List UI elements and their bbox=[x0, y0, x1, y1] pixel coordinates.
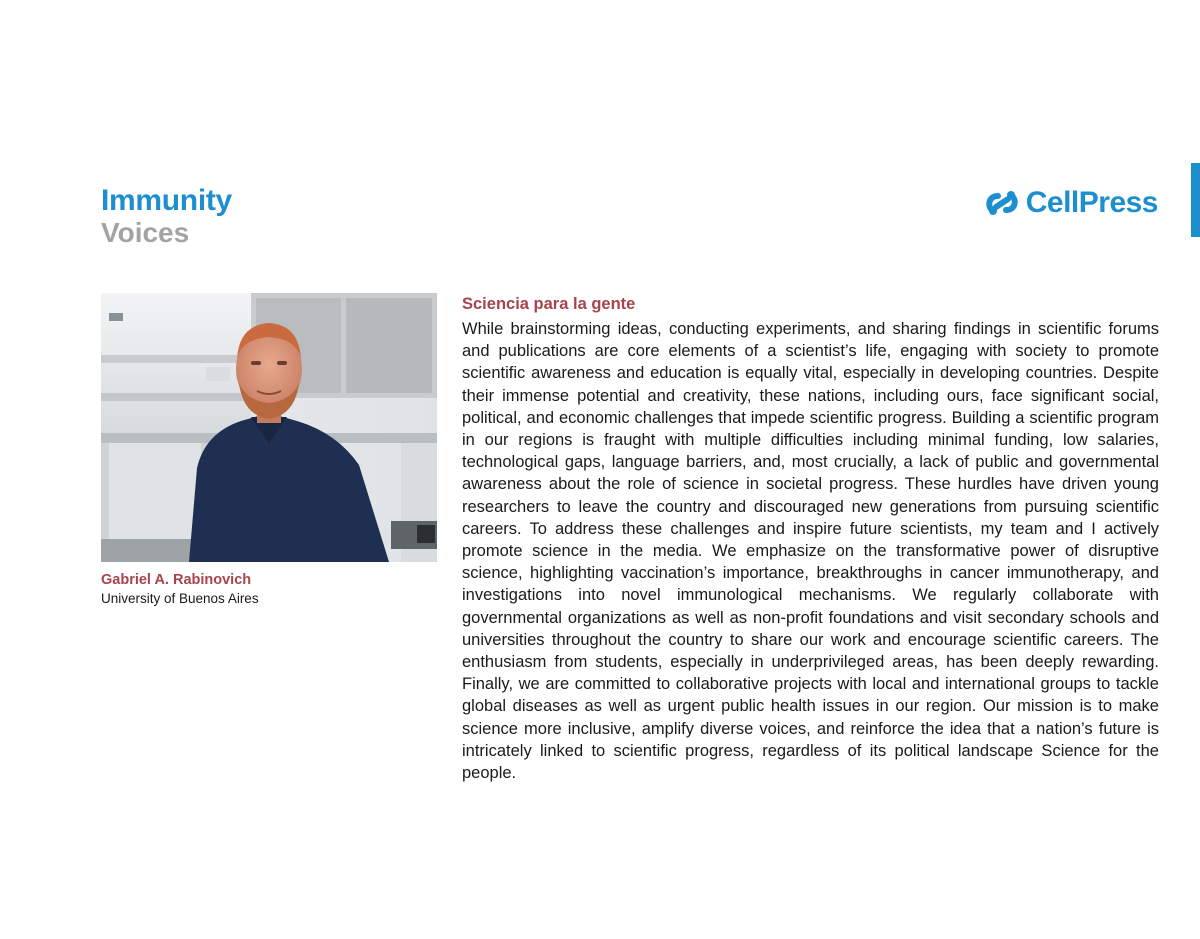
author-name: Gabriel A. Rabinovich bbox=[101, 572, 252, 588]
cellpress-logo-icon bbox=[984, 186, 1020, 220]
publisher-name: CellPress bbox=[1025, 186, 1158, 219]
journal-title: Immunity bbox=[101, 184, 232, 217]
article-heading: Sciencia para la gente bbox=[462, 295, 636, 313]
author-affiliation: University of Buenos Aires bbox=[101, 591, 259, 606]
publisher-logo bbox=[984, 184, 1158, 222]
article-body: While brainstorming ideas, conducting experiments, and sharing findings in scientific forums and publications are core elements of a scientist’s life, engaging with society to promote scientific awareness and education is equally vital, especially in developing countries. Despite their immense potential and creativity, these nations, including ours, face significant social, political, and economic challenges that impede scientific progress. Building a scientific program in our regions is fraught with multiple difficulties including minimal funding, low salaries, technological gaps, language barriers, and, most crucially, a lack of public and governmental awareness about the role of science in societal progress. These hurdles have driven young researchers to leave the country and discouraged new generations from pursuing scientific careers. To address these challenges and inspire future scientists, my team and I actively promote science in the media. We emphasize on the transformative power of disruptive science, highlighting vaccination’s importance, breakthroughs in cancer immunotherapy, and investigations into novel immunological mechanisms. We regularly collaborate with governmental organizations as well as non-profit foundations and visit secondary schools and universities throughout the country to share our work and encourage scientific careers. The enthusiasm from students, especially in underprivileged areas, has been deeply rewarding. Finally, we are committed to collaborative projects with local and international groups to tackle global diseases as well as urgent public health issues in our region. Our mission is to make science more inclusive, amplify diverse voices, and reinforce the idea that a nation’s future is intricately linked to scientific progress, regardless of its political landscape Science for the people. bbox=[462, 320, 1159, 783]
author-photo bbox=[101, 293, 437, 562]
edge-accent-bar bbox=[1191, 163, 1200, 237]
section-name: Voices bbox=[101, 217, 190, 248]
